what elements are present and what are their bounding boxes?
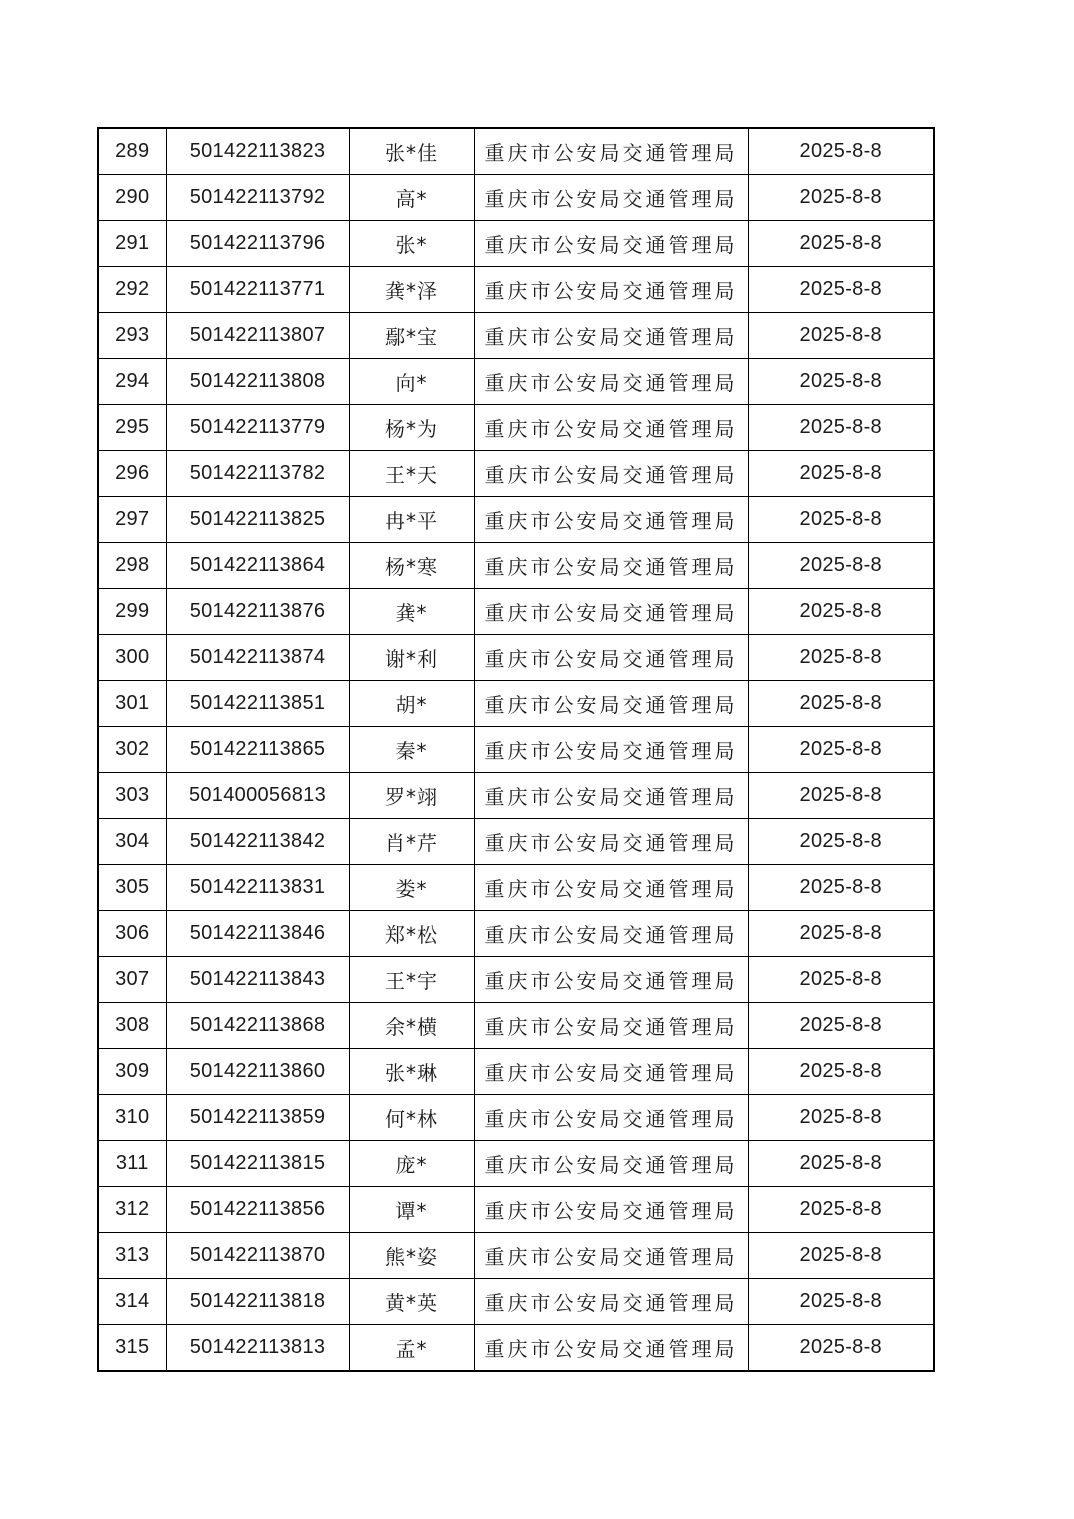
person-name-cell: 冉*平 xyxy=(349,497,474,543)
certificate-number-cell: 501422113876 xyxy=(166,589,349,635)
row-number-cell: 289 xyxy=(98,128,166,175)
row-number-cell: 302 xyxy=(98,727,166,773)
certificate-number-cell: 501422113864 xyxy=(166,543,349,589)
person-name-cell: 庞* xyxy=(349,1141,474,1187)
certificate-number-cell: 501422113782 xyxy=(166,451,349,497)
date-cell: 2025-8-8 xyxy=(748,1049,934,1095)
table-row xyxy=(98,359,934,405)
person-name-cell: 张*琳 xyxy=(349,1049,474,1095)
issuing-authority-cell: 重庆市公安局交通管理局 xyxy=(474,819,748,865)
person-name-cell: 郑*松 xyxy=(349,911,474,957)
date-cell: 2025-8-8 xyxy=(748,635,934,681)
date-cell: 2025-8-8 xyxy=(748,543,934,589)
row-number-cell: 303 xyxy=(98,773,166,819)
date-cell: 2025-8-8 xyxy=(748,1095,934,1141)
issuing-authority-cell: 重庆市公安局交通管理局 xyxy=(474,727,748,773)
date-cell: 2025-8-8 xyxy=(748,128,934,175)
certificate-number-cell: 501422113843 xyxy=(166,957,349,1003)
table-row xyxy=(98,221,934,267)
person-name-cell: 罗*翊 xyxy=(349,773,474,819)
date-cell: 2025-8-8 xyxy=(748,1187,934,1233)
table-row xyxy=(98,543,934,589)
certificate-number-cell: 501422113808 xyxy=(166,359,349,405)
table-row xyxy=(98,313,934,359)
table-row xyxy=(98,773,934,819)
table-row xyxy=(98,1279,934,1325)
issuing-authority-cell: 重庆市公安局交通管理局 xyxy=(474,405,748,451)
row-number-cell: 297 xyxy=(98,497,166,543)
date-cell: 2025-8-8 xyxy=(748,451,934,497)
row-number-cell: 301 xyxy=(98,681,166,727)
certificate-number-cell: 501400056813 xyxy=(166,773,349,819)
certificate-number-cell: 501422113851 xyxy=(166,681,349,727)
table-row xyxy=(98,1233,934,1279)
certificate-number-cell: 501422113865 xyxy=(166,727,349,773)
certificate-number-cell: 501422113807 xyxy=(166,313,349,359)
row-number-cell: 295 xyxy=(98,405,166,451)
table-row xyxy=(98,865,934,911)
row-number-cell: 305 xyxy=(98,865,166,911)
table-row xyxy=(98,128,934,175)
table-row xyxy=(98,1141,934,1187)
certificate-number-cell: 501422113796 xyxy=(166,221,349,267)
table-row xyxy=(98,1187,934,1233)
certificate-number-cell: 501422113870 xyxy=(166,1233,349,1279)
person-name-cell: 龚*泽 xyxy=(349,267,474,313)
person-name-cell: 杨*寒 xyxy=(349,543,474,589)
certificate-number-cell: 501422113874 xyxy=(166,635,349,681)
row-number-cell: 314 xyxy=(98,1279,166,1325)
row-number-cell: 290 xyxy=(98,175,166,221)
certificate-number-cell: 501422113771 xyxy=(166,267,349,313)
date-cell: 2025-8-8 xyxy=(748,497,934,543)
row-number-cell: 298 xyxy=(98,543,166,589)
certificate-number-cell: 501422113815 xyxy=(166,1141,349,1187)
certificate-number-cell: 501422113868 xyxy=(166,1003,349,1049)
person-name-cell: 鄢*宝 xyxy=(349,313,474,359)
person-name-cell: 谢*利 xyxy=(349,635,474,681)
person-name-cell: 高* xyxy=(349,175,474,221)
issuing-authority-cell: 重庆市公安局交通管理局 xyxy=(474,1095,748,1141)
table-row xyxy=(98,681,934,727)
person-name-cell: 孟* xyxy=(349,1325,474,1372)
date-cell: 2025-8-8 xyxy=(748,1141,934,1187)
person-name-cell: 熊*姿 xyxy=(349,1233,474,1279)
issuing-authority-cell: 重庆市公安局交通管理局 xyxy=(474,451,748,497)
certificate-number-cell: 501422113813 xyxy=(166,1325,349,1372)
date-cell: 2025-8-8 xyxy=(748,865,934,911)
row-number-cell: 312 xyxy=(98,1187,166,1233)
table-row xyxy=(98,1049,934,1095)
issuing-authority-cell: 重庆市公安局交通管理局 xyxy=(474,267,748,313)
person-name-cell: 谭* xyxy=(349,1187,474,1233)
table-row xyxy=(98,451,934,497)
table-row xyxy=(98,911,934,957)
issuing-authority-cell: 重庆市公安局交通管理局 xyxy=(474,957,748,1003)
person-name-cell: 胡* xyxy=(349,681,474,727)
certificate-number-cell: 501422113831 xyxy=(166,865,349,911)
issuing-authority-cell: 重庆市公安局交通管理局 xyxy=(474,911,748,957)
person-name-cell: 杨*为 xyxy=(349,405,474,451)
certificate-number-cell: 501422113818 xyxy=(166,1279,349,1325)
issuing-authority-cell: 重庆市公安局交通管理局 xyxy=(474,1279,748,1325)
date-cell: 2025-8-8 xyxy=(748,727,934,773)
row-number-cell: 293 xyxy=(98,313,166,359)
certificate-number-cell: 501422113859 xyxy=(166,1095,349,1141)
date-cell: 2025-8-8 xyxy=(748,1325,934,1372)
certificate-number-cell: 501422113842 xyxy=(166,819,349,865)
person-name-cell: 张*佳 xyxy=(349,128,474,175)
date-cell: 2025-8-8 xyxy=(748,773,934,819)
date-cell: 2025-8-8 xyxy=(748,911,934,957)
date-cell: 2025-8-8 xyxy=(748,681,934,727)
issuing-authority-cell: 重庆市公安局交通管理局 xyxy=(474,543,748,589)
certificate-number-cell: 501422113846 xyxy=(166,911,349,957)
date-cell: 2025-8-8 xyxy=(748,267,934,313)
row-number-cell: 307 xyxy=(98,957,166,1003)
certificate-number-cell: 501422113860 xyxy=(166,1049,349,1095)
issuing-authority-cell: 重庆市公安局交通管理局 xyxy=(474,773,748,819)
row-number-cell: 308 xyxy=(98,1003,166,1049)
row-number-cell: 311 xyxy=(98,1141,166,1187)
issuing-authority-cell: 重庆市公安局交通管理局 xyxy=(474,635,748,681)
person-name-cell: 肖*芹 xyxy=(349,819,474,865)
issuing-authority-cell: 重庆市公安局交通管理局 xyxy=(474,1233,748,1279)
date-cell: 2025-8-8 xyxy=(748,1279,934,1325)
issuing-authority-cell: 重庆市公安局交通管理局 xyxy=(474,1325,748,1372)
issuing-authority-cell: 重庆市公安局交通管理局 xyxy=(474,1141,748,1187)
row-number-cell: 309 xyxy=(98,1049,166,1095)
issuing-authority-cell: 重庆市公安局交通管理局 xyxy=(474,221,748,267)
table-row xyxy=(98,405,934,451)
issuing-authority-cell: 重庆市公安局交通管理局 xyxy=(474,681,748,727)
table-row xyxy=(98,1095,934,1141)
row-number-cell: 291 xyxy=(98,221,166,267)
person-name-cell: 秦* xyxy=(349,727,474,773)
date-cell: 2025-8-8 xyxy=(748,589,934,635)
table-row xyxy=(98,267,934,313)
row-number-cell: 315 xyxy=(98,1325,166,1372)
row-number-cell: 304 xyxy=(98,819,166,865)
date-cell: 2025-8-8 xyxy=(748,819,934,865)
person-name-cell: 余*横 xyxy=(349,1003,474,1049)
date-cell: 2025-8-8 xyxy=(748,175,934,221)
issuing-authority-cell: 重庆市公安局交通管理局 xyxy=(474,1049,748,1095)
date-cell: 2025-8-8 xyxy=(748,359,934,405)
issuing-authority-cell: 重庆市公安局交通管理局 xyxy=(474,589,748,635)
table-row xyxy=(98,957,934,1003)
certificate-number-cell: 501422113825 xyxy=(166,497,349,543)
certificate-number-cell: 501422113779 xyxy=(166,405,349,451)
person-name-cell: 王*宇 xyxy=(349,957,474,1003)
person-name-cell: 娄* xyxy=(349,865,474,911)
table-row xyxy=(98,497,934,543)
date-cell: 2025-8-8 xyxy=(748,1233,934,1279)
table-row xyxy=(98,819,934,865)
table-body xyxy=(98,128,934,1371)
issuing-authority-cell: 重庆市公安局交通管理局 xyxy=(474,497,748,543)
issuing-authority-cell: 重庆市公安局交通管理局 xyxy=(474,128,748,175)
person-name-cell: 向* xyxy=(349,359,474,405)
person-name-cell: 黄*英 xyxy=(349,1279,474,1325)
table-row xyxy=(98,1003,934,1049)
date-cell: 2025-8-8 xyxy=(748,405,934,451)
certificate-number-cell: 501422113792 xyxy=(166,175,349,221)
person-name-cell: 龚* xyxy=(349,589,474,635)
row-number-cell: 292 xyxy=(98,267,166,313)
date-cell: 2025-8-8 xyxy=(748,1003,934,1049)
record-table xyxy=(97,127,935,1372)
certificate-number-cell: 501422113823 xyxy=(166,128,349,175)
row-number-cell: 296 xyxy=(98,451,166,497)
row-number-cell: 294 xyxy=(98,359,166,405)
issuing-authority-cell: 重庆市公安局交通管理局 xyxy=(474,865,748,911)
table-row xyxy=(98,175,934,221)
table-row xyxy=(98,589,934,635)
table-row xyxy=(98,727,934,773)
person-name-cell: 何*林 xyxy=(349,1095,474,1141)
issuing-authority-cell: 重庆市公安局交通管理局 xyxy=(474,313,748,359)
row-number-cell: 306 xyxy=(98,911,166,957)
certificate-number-cell: 501422113856 xyxy=(166,1187,349,1233)
table-row xyxy=(98,1325,934,1372)
row-number-cell: 300 xyxy=(98,635,166,681)
date-cell: 2025-8-8 xyxy=(748,957,934,1003)
row-number-cell: 299 xyxy=(98,589,166,635)
person-name-cell: 王*天 xyxy=(349,451,474,497)
date-cell: 2025-8-8 xyxy=(748,313,934,359)
person-name-cell: 张* xyxy=(349,221,474,267)
date-cell: 2025-8-8 xyxy=(748,221,934,267)
table-row xyxy=(98,635,934,681)
row-number-cell: 313 xyxy=(98,1233,166,1279)
issuing-authority-cell: 重庆市公安局交通管理局 xyxy=(474,1187,748,1233)
issuing-authority-cell: 重庆市公安局交通管理局 xyxy=(474,359,748,405)
row-number-cell: 310 xyxy=(98,1095,166,1141)
issuing-authority-cell: 重庆市公安局交通管理局 xyxy=(474,175,748,221)
issuing-authority-cell: 重庆市公安局交通管理局 xyxy=(474,1003,748,1049)
